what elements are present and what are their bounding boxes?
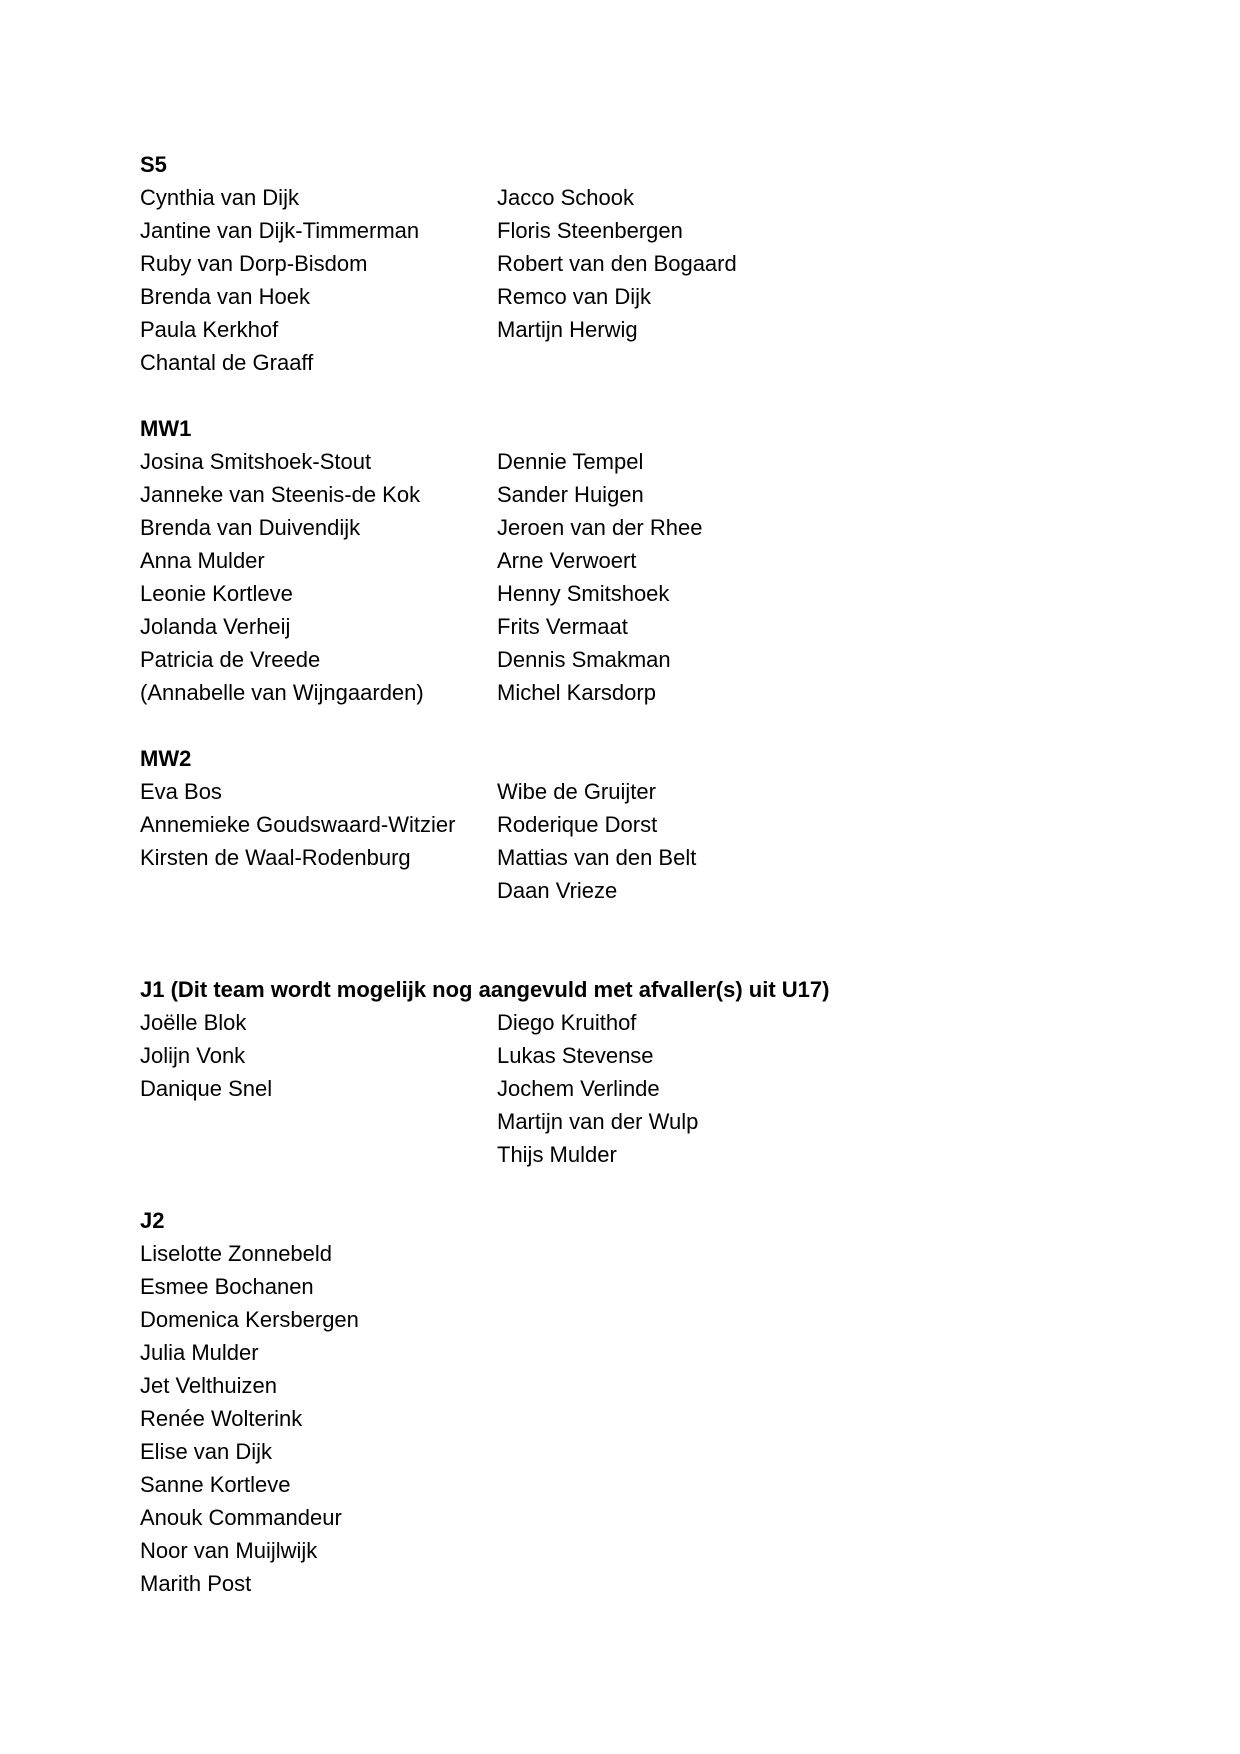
member-name: (Annabelle van Wijngaarden): [140, 680, 424, 705]
member-name: Marith Post: [140, 1571, 252, 1596]
member-name: Diego Kruithof: [497, 1010, 637, 1035]
member-name: Michel Karsdorp: [497, 680, 656, 705]
team-block: [140, 412, 1140, 709]
right-column: [497, 445, 997, 709]
member-name: Annemieke Goudswaard-Witzier: [140, 812, 456, 837]
member-name: Anouk Commandeur: [140, 1505, 342, 1530]
member-name: Jochem Verlinde: [497, 1076, 660, 1101]
member-name: Dennie Tempel: [497, 449, 644, 474]
member-name: Brenda van Hoek: [140, 284, 310, 309]
member-name: Henny Smitshoek: [497, 581, 670, 606]
team-block: [140, 742, 1140, 907]
member-name: Remco van Dijk: [497, 284, 652, 309]
member-name: Jacco Schook: [497, 185, 634, 210]
member-name: Sander Huigen: [497, 482, 644, 507]
member-name: Martijn van der Wulp: [497, 1109, 699, 1134]
member-name: Joëlle Blok: [140, 1010, 247, 1035]
member-name: Floris Steenbergen: [497, 218, 683, 243]
member-name: Eva Bos: [140, 779, 222, 804]
member-name: Jantine van Dijk-Timmerman: [140, 218, 420, 243]
member-name: Josina Smitshoek-Stout: [140, 449, 372, 474]
member-name: Esmee Bochanen: [140, 1274, 314, 1299]
team-block: [140, 973, 1140, 1171]
team-title: MW2: [140, 746, 192, 771]
member-name: Leonie Kortleve: [140, 581, 293, 606]
member-name: Jeroen van der Rhee: [497, 515, 703, 540]
member-name: Frits Vermaat: [497, 614, 628, 639]
member-name: Elise van Dijk: [140, 1439, 273, 1464]
right-column: [497, 1237, 997, 1600]
left-column: [140, 445, 497, 709]
team-title: J1 (Dit team wordt mogelijk nog aangevuld met afvaller(s) uit U17): [140, 977, 830, 1002]
right-column: [497, 181, 997, 379]
member-name: Jolanda Verheij: [140, 614, 291, 639]
member-name: Anna Mulder: [140, 548, 265, 573]
member-name: Kirsten de Waal-Rodenburg: [140, 845, 411, 870]
member-name: Robert van den Bogaard: [497, 251, 737, 276]
member-name: Domenica Kersbergen: [140, 1307, 359, 1332]
team-block: [140, 1204, 1140, 1600]
member-name: Julia Mulder: [140, 1340, 259, 1365]
member-name: Thijs Mulder: [497, 1142, 617, 1167]
right-column: [497, 775, 997, 907]
member-name: Mattias van den Belt: [497, 845, 697, 870]
member-name: Cynthia van Dijk: [140, 185, 299, 210]
team-title: S5: [140, 152, 167, 177]
member-name: Arne Verwoert: [497, 548, 637, 573]
left-column: [140, 775, 497, 907]
left-column: [140, 1006, 497, 1171]
team-columns: [140, 181, 1140, 379]
member-name: Jet Velthuizen: [140, 1373, 277, 1398]
team-columns: [140, 1237, 1140, 1600]
team-title: MW1: [140, 416, 192, 441]
team-columns: [140, 445, 1140, 709]
member-name: Janneke van Steenis-de Kok: [140, 482, 421, 507]
member-name: Martijn Herwig: [497, 317, 638, 342]
member-name: Liselotte Zonnebeld: [140, 1241, 333, 1266]
member-name: Patricia de Vreede: [140, 647, 321, 672]
member-name: Daan Vrieze: [497, 878, 618, 903]
member-name: Ruby van Dorp-Bisdom: [140, 251, 368, 276]
team-columns: [140, 775, 1140, 907]
member-name: Brenda van Duivendijk: [140, 515, 361, 540]
right-column: [497, 1006, 997, 1171]
left-column: [140, 181, 497, 379]
team-roster-document: [140, 148, 1140, 1600]
member-name: Danique Snel: [140, 1076, 273, 1101]
team-columns: [140, 1006, 1140, 1171]
left-column: [140, 1237, 497, 1600]
member-name: Noor van Muijlwijk: [140, 1538, 318, 1563]
member-name: Roderique Dorst: [497, 812, 658, 837]
member-name: Chantal de Graaff: [140, 350, 314, 375]
member-name: Dennis Smakman: [497, 647, 671, 672]
member-name: Paula Kerkhof: [140, 317, 279, 342]
team-block: [140, 148, 1140, 379]
member-name: Wibe de Gruijter: [497, 779, 656, 804]
member-name: Renée Wolterink: [140, 1406, 303, 1431]
member-name: Sanne Kortleve: [140, 1472, 291, 1497]
member-name: Lukas Stevense: [497, 1043, 654, 1068]
member-name: Jolijn Vonk: [140, 1043, 246, 1068]
team-title: J2: [140, 1208, 165, 1233]
